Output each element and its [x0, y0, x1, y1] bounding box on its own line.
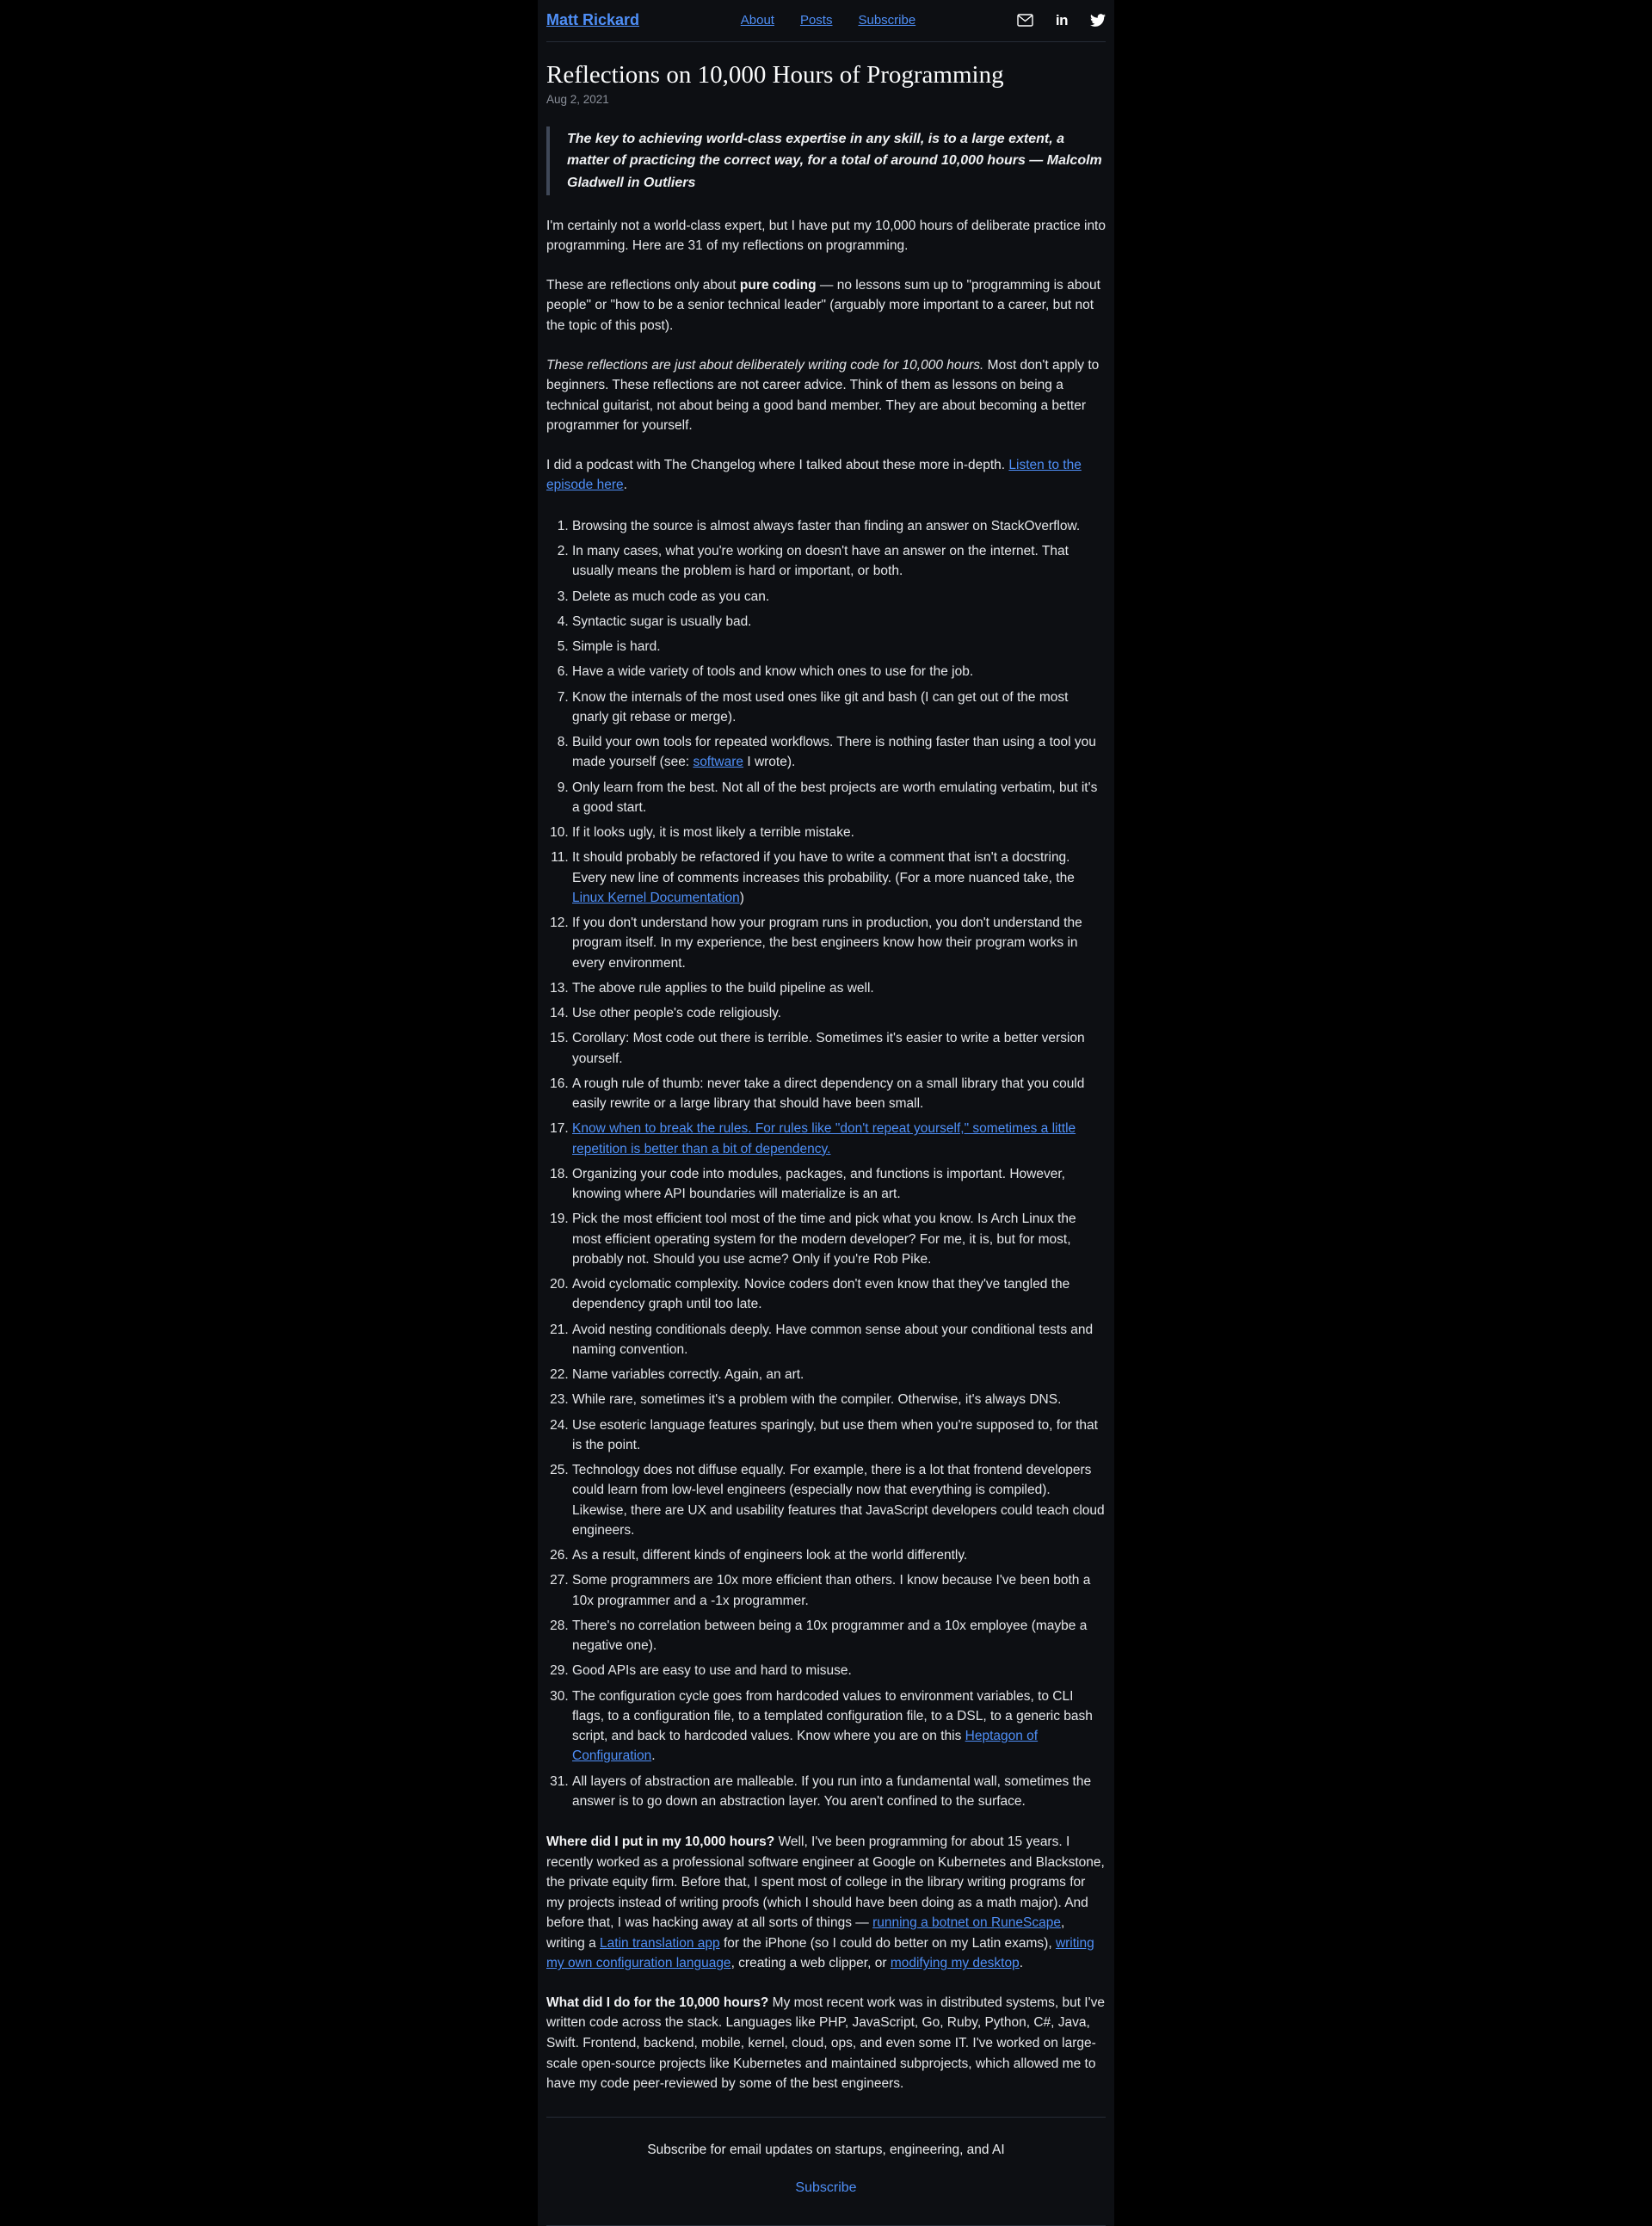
reflections-list: [546, 516, 1106, 1811]
reflection-item: [572, 978, 1106, 998]
reflection-item: [572, 1003, 1106, 1023]
text-run: It should probably be refactored if you have to write a comment that isn't a docstring. Every new line of comments increases this probability. (For a more nuanced take, the: [572, 850, 1075, 885]
text-run: Simple is hard.: [572, 639, 661, 655]
text-run: All layers of abstraction are malleable. If you run into a fundamental wall, sometimes the answer is to go down an abstraction layer. You aren't confined to the surface.: [572, 1773, 1092, 1809]
nav-item-about[interactable]: About: [740, 13, 774, 28]
text-run: If it looks ugly, it is most likely a terrible mistake.: [572, 825, 854, 841]
text-run: I'm certainly not a world-class expert, but I have put my 10,000 hours of deliberate practice into programming. Here are 31 of my reflections on programming.: [546, 218, 1106, 254]
reflection-item: [572, 1390, 1106, 1409]
reflection-item: [572, 1616, 1106, 1656]
inline-link[interactable]: Linux Kernel Documentation: [572, 890, 740, 905]
article: [546, 61, 1106, 2094]
paragraph-where-hours: [546, 1832, 1106, 1974]
text-run: Syntactic sugar is usually bad.: [572, 614, 752, 629]
reflection-item: [572, 688, 1106, 728]
reflection-item: [572, 778, 1106, 818]
header-nav: [741, 13, 915, 28]
header-social-icons: [1017, 12, 1106, 29]
inline-link[interactable]: software: [693, 755, 744, 770]
email-icon[interactable]: [1017, 14, 1033, 27]
reflection-item: [572, 732, 1106, 773]
text-run: Delete as much code as you can.: [572, 589, 770, 604]
inline-link[interactable]: writing my own configuration language: [546, 1935, 1094, 1971]
text-run: If you don't understand how your program runs in production, you don't understand the program itself. In my experience, the best engineers know how their program works in every environment.: [572, 916, 1082, 971]
reflection-item: [572, 848, 1106, 908]
text-run: Know the internals of the most used ones like git and bash (I can get out of the most gnarly git rebase or merge).: [572, 689, 1069, 725]
text-run: Have a wide variety of tools and know which ones to use for the job.: [572, 664, 974, 680]
reflection-item: [572, 1415, 1106, 1456]
bold-text: What did I do for the 10,000 hours?: [546, 1995, 769, 2010]
text-run: While rare, sometimes it's a problem with the compiler. Otherwise, it's always DNS.: [572, 1392, 1062, 1408]
text-run: In many cases, what you're working on doesn't have an answer on the internet. That usually means the problem is hard or important, or both.: [572, 544, 1069, 579]
reflection-item: [572, 823, 1106, 842]
inline-link[interactable]: running a botnet on RuneScape: [872, 1915, 1061, 1931]
text-run: — no lessons sum up to "programming is about people" or "how to be a senior technical leader" (arguably more important to a career, but not the topic of this post).: [546, 277, 1100, 333]
reflection-item: [572, 516, 1106, 536]
reflection-item: [572, 1460, 1106, 1540]
reflection-item: [572, 1028, 1106, 1069]
reflection-item: [572, 1545, 1106, 1565]
reflection-item: [572, 1274, 1106, 1315]
inline-link[interactable]: modifying my desktop: [890, 1956, 1020, 1971]
text-run: Well, I've been programming for about 15 years. I recently worked as a professional software engineer at Google on Kubernetes and Blackstone, the private equity firm. Before that, I spent most of college in the library writing programs for my projects instead of writing proofs (which I should have been doing as a math major). And before that, I was hacking away at all sorts of things —: [546, 1834, 1105, 1931]
text-run: for the iPhone (so I could do better on my Latin exams),: [719, 1935, 1056, 1951]
reflection-item: [572, 1686, 1106, 1767]
text-run: Avoid cyclomatic complexity. Novice coders don't even know that they've tangled the dependency graph until too late.: [572, 1277, 1070, 1312]
linkedin-icon[interactable]: [1056, 12, 1068, 29]
paragraph-what-hours: [546, 1993, 1106, 2094]
text-run: Name variables correctly. Again, an art.: [572, 1367, 804, 1383]
reflection-item: [572, 1772, 1106, 1812]
text-run: A rough rule of thumb: never take a direct dependency on a small library that you could easily rewrite or a large library that should have been small.: [572, 1076, 1085, 1112]
text-run: Some programmers are 10x more efficient than others. I know because I've been both a 10x programmer and a -1x programmer.: [572, 1573, 1091, 1608]
reflection-item: [572, 1570, 1106, 1611]
reflection-item: [572, 1164, 1106, 1205]
text-run: Good APIs are easy to use and hard to misuse.: [572, 1663, 852, 1679]
inline-link[interactable]: Listen to the episode here: [546, 457, 1082, 493]
linkedin-glyph: in: [1055, 11, 1068, 28]
text-run: Most don't apply to beginners. These reflections are not career advice. Think of them as lessons on being a technical guitarist, not about being a good band member. They are about becoming a better programmer for yourself.: [546, 357, 1100, 434]
bold-text: Where did I put in my 10,000 hours?: [546, 1834, 775, 1850]
quote-block: The key to achieving world-class expertise in any skill, is to a large extent, a matter of practicing the correct way, for a total of around 10,000 hours — Malcolm Gladwell in Outliers: [546, 126, 1106, 195]
site-title-link[interactable]: Matt Rickard: [546, 11, 640, 28]
content-column: [538, 0, 1114, 2226]
text-run: .: [1019, 1956, 1024, 1971]
text-run: Pick the most efficient tool most of the time and pick what you know. Is Arch Linux the most efficient operating system for the modern developer? For me, it is, but for most, probably not. Should you use acme? Only if you're Rob Pike.: [572, 1212, 1076, 1267]
text-run: These are reflections only about: [546, 277, 740, 293]
text-run: As a result, different kinds of engineers look at the world differently.: [572, 1548, 968, 1563]
text-run: There's no correlation between being a 10x programmer and a 10x employee (maybe a negative one).: [572, 1618, 1088, 1654]
paragraph-intro: [546, 216, 1106, 256]
text-run: I did a podcast with The Changelog where I talked about these more in-depth.: [546, 457, 1009, 472]
text-run: Avoid nesting conditionals deeply. Have common sense about your conditional tests and naming convention.: [572, 1322, 1094, 1357]
text-run: , creating a web clipper, or: [730, 1956, 891, 1971]
text-run: .: [651, 1748, 656, 1764]
inline-link[interactable]: Heptagon of Configuration: [572, 1729, 1039, 1764]
text-run: Corollary: Most code out there is terrible. Sometimes it's easier to write a better version yourself.: [572, 1031, 1085, 1066]
text-run: , writing a: [546, 1915, 1065, 1951]
reflection-item: [572, 541, 1106, 582]
text-run: .: [623, 478, 627, 493]
text-run: Use esoteric language features sparingly, but use them when you're supposed to, for that is the point.: [572, 1417, 1098, 1452]
site-header: [546, 0, 1106, 42]
reflection-item: [572, 1209, 1106, 1269]
reflection-item: [572, 637, 1106, 657]
reflection-item: [572, 1320, 1106, 1360]
footer-subscribe-link[interactable]: Subscribe: [795, 2180, 857, 2196]
reflection-item: [572, 662, 1106, 681]
inline-link[interactable]: Latin translation app: [600, 1935, 720, 1951]
paragraph-podcast: [546, 455, 1106, 496]
text-run: Build your own tools for repeated workflows. There is nothing faster than using a tool you made yourself (see:: [572, 735, 1096, 770]
paragraph-pure-coding: [546, 275, 1106, 336]
nav-item-posts[interactable]: Posts: [799, 13, 833, 28]
reflection-item: [572, 612, 1106, 632]
text-run: My most recent work was in distributed systems, but I've written code across the stack. Languages like PHP, JavaScript, Go, Ruby, Python, C#, Java, Swift. Frontend, backend, mobile, kernel, cloud, ops, and even some IT. I've worked on large-scale open-source projects like Kubernetes and maintained subprojects, which allowed me to have my code peer-reviewed by some of the best engineers.: [546, 1995, 1105, 2092]
nav-item-subscribe[interactable]: Subscribe: [858, 13, 916, 28]
bold-text: pure coding: [739, 277, 817, 293]
text-run: I wrote).: [743, 755, 796, 770]
reflection-item: [572, 1074, 1106, 1114]
reflection-item: [572, 1661, 1106, 1680]
reflection-item: [572, 1365, 1106, 1384]
reflection-item: [572, 587, 1106, 607]
text-run: Technology does not diffuse equally. For example, there is a lot that frontend developers could learn from low-level engineers (especially now that everything is compiled). Likewise, there are UX and usability features that JavaScript developers could teach cloud engineers.: [572, 1463, 1105, 1538]
text-run: Use other people's code religiously.: [572, 1006, 782, 1021]
text-run: The above rule applies to the build pipeline as well.: [572, 980, 874, 996]
footer-text: Subscribe for email updates on startups, engineering, and AI: [647, 2142, 1005, 2157]
twitter-icon[interactable]: [1090, 14, 1106, 27]
reflection-item: [572, 913, 1106, 973]
text-run: The configuration cycle goes from hardcoded values to environment variables, to CLI flags, to a configuration file, to a templated configuration file, to a DSL, to a generic bash script, and back to hardcoded values. Know where you are on this: [572, 1688, 1093, 1744]
text-run: Only learn from the best. Not all of the best projects are worth emulating verbatim, but it's a good start.: [572, 780, 1098, 815]
paragraph-deliberate: [546, 355, 1106, 436]
text-run: ): [739, 890, 744, 905]
post-date: Aug 2, 2021: [546, 93, 609, 106]
page-title: Reflections on 10,000 Hours of Programming: [546, 61, 1004, 89]
site-footer: [546, 2117, 1106, 2226]
inline-link[interactable]: Know when to break the rules. For rules like "don't repeat yourself," sometimes a little repetition is better than a bit of dependency.: [572, 1121, 1076, 1156]
italic-text: These reflections are just about deliberately writing code for 10,000 hours.: [546, 357, 984, 373]
reflection-item: [572, 1119, 1106, 1159]
text-run: Organizing your code into modules, packages, and functions is important. However, knowing where API boundaries will materialize is an art.: [572, 1166, 1065, 1202]
text-run: Browsing the source is almost always faster than finding an answer on StackOverflow.: [572, 518, 1081, 533]
